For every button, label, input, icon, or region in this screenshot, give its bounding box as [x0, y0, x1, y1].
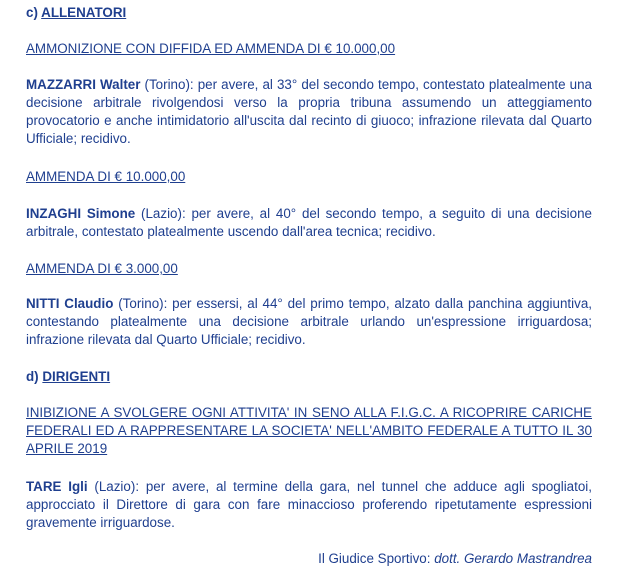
signature-name: dott. Gerardo Mastrandrea	[434, 551, 592, 566]
sanction-inzaghi: AMMENDA DI € 10.000,00	[26, 169, 186, 184]
ruling-inzaghi	[26, 205, 592, 241]
section-d-letter: d)	[26, 369, 39, 384]
section-d-heading	[26, 368, 110, 386]
person-name-inzaghi: INZAGHI Simone	[26, 206, 136, 221]
section-c-heading	[26, 4, 126, 22]
sanction-mazzarri: AMMONIZIONE CON DIFFIDA ED AMMENDA DI € 10.000,00	[26, 41, 396, 56]
ruling-text-inzaghi: (Lazio): per avere, al 40° del secondo tempo, a seguito di una decisione arbitrale, contestato platealmente uscendo dall'area tecnica; recidivo.	[26, 206, 592, 239]
section-d-title: DIRIGENTI	[42, 369, 111, 384]
signature-label: Il Giudice Sportivo:	[318, 551, 435, 566]
section-c-letter: c)	[26, 5, 38, 20]
ruling-mazzarri	[26, 76, 592, 148]
person-name-nitti: NITTI Claudio	[26, 296, 114, 311]
section-c-title: ALLENATORI	[41, 5, 127, 20]
ruling-text-mazzarri: (Torino): per avere, al 33° del secondo tempo, contestato platealmente una decisione arbitrale rivolgendosi verso la propria tribuna assumendo un atteggiamento provocatorio e anche intimidatorio all'uscita dal recinto di giuoco; infrazione rilevata dal Quarto Ufficiale; recidivo.	[26, 77, 593, 146]
sanction-tare: INIBIZIONE A SVOLGERE OGNI ATTIVITA' IN SENO ALLA F.I.G.C. A RICOPRIRE CARICHE FEDERALI ED A RAPPRESENTARE LA SOCIETA' NELL'AMBITO FEDERALE A TUTTO IL 30 APRILE 2019	[26, 405, 592, 456]
person-name-tare: TARE Igli	[26, 479, 88, 494]
signature	[318, 550, 592, 568]
ruling-nitti	[26, 295, 592, 349]
sanction-nitti: AMMENDA DI € 3.000,00	[26, 261, 178, 276]
ruling-text-tare: (Lazio): per avere, al termine della gara, nel tunnel che adduce agli spogliatoi, approcciato il Direttore di gara con fare minaccioso proferendo ripetutamente espressioni gravemente irriguardose.	[26, 479, 592, 530]
ruling-tare	[26, 478, 592, 532]
person-name-mazzarri: MAZZARRI Walter	[26, 77, 141, 92]
ruling-text-nitti: (Torino): per essersi, al 44° del primo tempo, alzato dalla panchina aggiuntiva, contestando platealmente una decisione arbitrale urlando un'espressione irriguardosa; infrazione rilevata dal Quarto Ufficiale; recidivo.	[26, 296, 592, 347]
